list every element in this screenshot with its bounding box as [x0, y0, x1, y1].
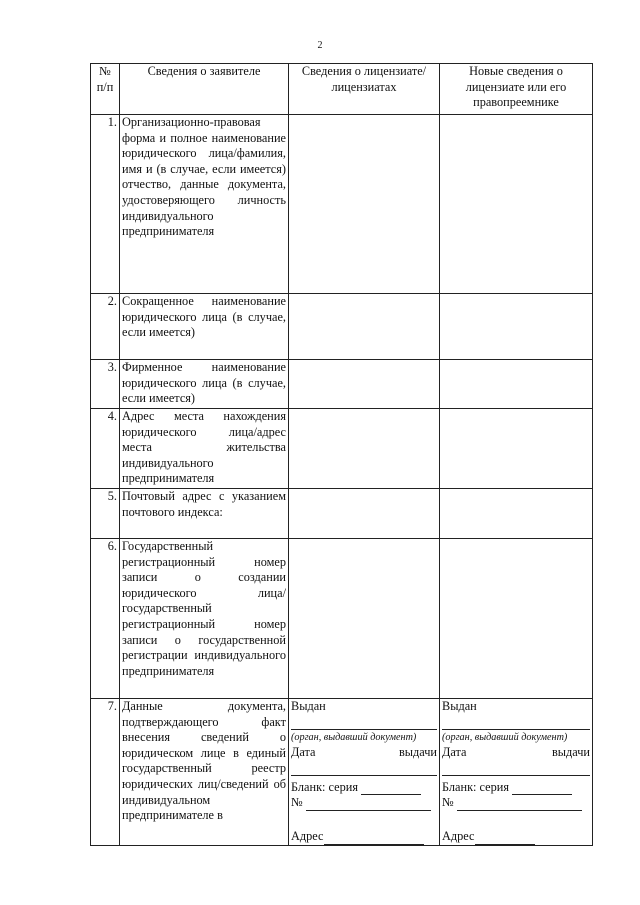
new-info-cell[interactable] — [440, 409, 593, 489]
row-description: Сокращенное наименование юридического лица (в случае, если имеется) — [120, 294, 289, 360]
issue-date-blank[interactable] — [291, 761, 437, 776]
row-description: Государственный регистрационный номер записи о создании юридического лица/ государственный регистрационный номер записи о государственной регистрации индивидуального предпринимателя — [120, 539, 289, 699]
new-info-cell[interactable] — [440, 489, 593, 539]
new-info-cell[interactable] — [440, 539, 593, 699]
number-label: № — [291, 795, 303, 810]
number-blank[interactable] — [457, 798, 582, 811]
licensee-cell[interactable] — [289, 489, 440, 539]
address-blank[interactable] — [324, 832, 424, 845]
new-info-doc-cell — [440, 699, 593, 846]
table-row — [91, 489, 593, 539]
row-description: Фирменное наименование юридического лица (в случае, если имеется) — [120, 360, 289, 409]
table-row — [91, 409, 593, 489]
new-info-cell[interactable] — [440, 360, 593, 409]
form-series-label: Бланк: серия — [291, 779, 358, 794]
issue-date-blank[interactable] — [442, 761, 590, 776]
number-label: № — [442, 795, 454, 810]
row-description: Организационно-правовая форма и полное наименование юридического лица/фамилия, имя и (в случае, если имеется) отчество, данные документа, удостоверяющего личность индивидуального предпринимателя — [120, 115, 289, 294]
licensee-cell[interactable] — [289, 294, 440, 360]
row-number: 6. — [91, 539, 120, 699]
header-row — [91, 64, 593, 115]
number-blank[interactable] — [306, 798, 431, 811]
row-description: Данные документа, подтверждающего факт внесения сведений о юридическом лице в единый государственный реестр юридических лиц/сведений об индивидуальном предпринимателе в — [120, 699, 289, 846]
issue-date-label: Дата выдачи — [291, 745, 437, 760]
table-row — [91, 115, 593, 294]
row-description: Адрес места нахождения юридического лица/адрес места жительства индивидуального предпринимателя — [120, 409, 289, 489]
licensee-cell[interactable] — [289, 539, 440, 699]
licensee-cell[interactable] — [289, 360, 440, 409]
issuer-hint: (орган, выдавший документ) — [442, 731, 568, 743]
licensee-cell[interactable] — [289, 115, 440, 294]
row-number: 2. — [91, 294, 120, 360]
row-number: 4. — [91, 409, 120, 489]
table-row — [91, 539, 593, 699]
issuer-hint: (орган, выдавший документ) — [291, 731, 417, 743]
new-info-cell[interactable] — [440, 115, 593, 294]
issued-blank[interactable] — [442, 715, 590, 730]
row-number: 3. — [91, 360, 120, 409]
address-label: Адрес — [442, 828, 475, 843]
licensee-cell[interactable] — [289, 409, 440, 489]
table-row — [91, 699, 593, 846]
table-row — [91, 360, 593, 409]
new-info-cell[interactable] — [440, 294, 593, 360]
issued-label: Выдан — [442, 699, 477, 713]
header-info: Сведения о заявителе — [120, 64, 289, 115]
header-new-info: Новые сведения о лицензиате или его правопреемнике — [440, 64, 593, 115]
row-number: 1. — [91, 115, 120, 294]
row-number: 5. — [91, 489, 120, 539]
form-series-label: Бланк: серия — [442, 779, 509, 794]
form-series-blank[interactable] — [512, 782, 572, 795]
issued-blank[interactable] — [291, 715, 437, 730]
address-label: Адрес — [291, 828, 324, 843]
row-number: 7. — [91, 699, 120, 846]
header-num: № п/п — [91, 64, 120, 115]
form-series-blank[interactable] — [361, 782, 421, 795]
issue-date-label: Дата выдачи — [442, 745, 590, 760]
licensee-doc-cell — [289, 699, 440, 846]
license-form-table — [90, 63, 593, 846]
address-blank[interactable] — [475, 832, 535, 845]
page-number: 2 — [317, 40, 323, 51]
issued-label: Выдан — [291, 699, 326, 713]
row-description: Почтовый адрес с указанием почтового индекса: — [120, 489, 289, 539]
header-licensee: Сведения о лицензиате/лицензиатах — [289, 64, 440, 115]
table-row — [91, 294, 593, 360]
